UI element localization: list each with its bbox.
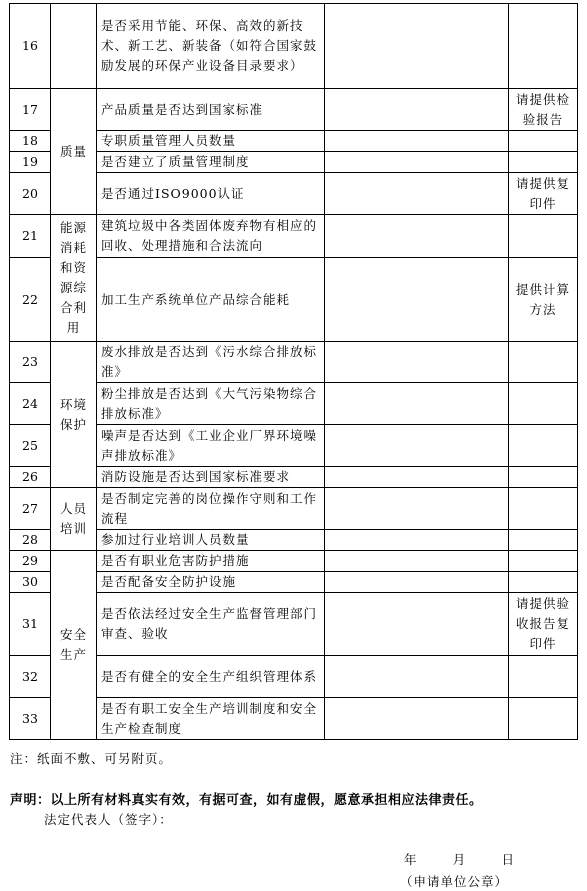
item-description: 废水排放是否达到《污水综合排放标准》 [97,342,325,383]
day-label: 日 [501,852,514,867]
answer-cell[interactable] [325,467,509,488]
answer-cell[interactable] [325,593,509,656]
remark-cell: 请提供验收报告复印件 [509,593,578,656]
answer-cell[interactable] [325,173,509,215]
remark-cell [509,131,578,152]
answer-cell[interactable] [325,698,509,740]
row-number: 28 [10,530,51,551]
answer-cell[interactable] [325,4,509,89]
remark-cell [509,551,578,572]
answer-cell[interactable] [325,342,509,383]
item-description: 噪声是否达到《工业企业厂界环境噪声排放标准》 [97,425,325,467]
answer-cell[interactable] [325,488,509,530]
remark-cell: 请提供复印件 [509,173,578,215]
category-training: 人员培训 [51,488,97,551]
item-description: 参加过行业培训人员数量 [97,530,325,551]
row-number: 17 [10,89,51,131]
item-description: 是否依法经过安全生产监督管理部门审查、验收 [97,593,325,656]
remark-cell [509,656,578,698]
row-number: 21 [10,215,51,258]
answer-cell[interactable] [325,152,509,173]
answer-cell[interactable] [325,656,509,698]
row-number: 31 [10,593,51,656]
row-number: 22 [10,258,51,342]
remark-cell [509,342,578,383]
item-description: 是否制定完善的岗位操作守则和工作流程 [97,488,325,530]
legal-representative-signature-label: 法定代表人（签字）： [44,812,173,827]
row-number: 32 [10,656,51,698]
table-row [10,215,578,258]
declaration-statement: 声明：以上所有材料真实有效，有据可查，如有虚假，愿意承担相应法律责任。 [10,793,483,808]
category-energy: 能源消耗和资源综合利用 [51,215,97,342]
row-number: 26 [10,467,51,488]
remark-cell [509,530,578,551]
year-label: 年 [404,852,417,867]
table-row [10,488,578,530]
table-row [10,342,578,383]
row-number: 20 [10,173,51,215]
item-description: 是否有健全的安全生产组织管理体系 [97,656,325,698]
remark-cell [509,488,578,530]
remark-cell [509,215,578,258]
answer-cell[interactable] [325,572,509,593]
row-number: 25 [10,425,51,467]
row-number: 24 [10,383,51,425]
item-description: 加工生产系统单位产品综合能耗 [97,258,325,342]
answer-cell[interactable] [325,215,509,258]
remark-cell: 提供计算方法 [509,258,578,342]
item-description: 专职质量管理人员数量 [97,131,325,152]
seal-label: （申请单位公章） [400,874,509,889]
answer-cell[interactable] [325,530,509,551]
month-label: 月 [452,852,466,867]
table-row [10,89,578,131]
category-safety: 安全生产 [51,551,97,740]
row-number: 19 [10,152,51,173]
item-description: 是否配备安全防护设施 [97,572,325,593]
item-description: 是否采用节能、环保、高效的新技术、新工艺、新装备（如符合国家鼓励发展的环保产业设备目录要求） [97,4,325,89]
item-description: 消防设施是否达到国家标准要求 [97,467,325,488]
remark-cell [509,152,578,173]
answer-cell[interactable] [325,383,509,425]
category-environment: 环境保护 [51,342,97,488]
item-description: 产品质量是否达到国家标准 [97,89,325,131]
remark-cell [509,572,578,593]
row-number: 16 [10,4,51,89]
answer-cell[interactable] [325,131,509,152]
row-number: 23 [10,342,51,383]
table-row [10,551,578,572]
footnote: 注：纸面不敷、可另附页。 [10,751,173,766]
category-quality: 质量 [51,89,97,215]
row-number: 30 [10,572,51,593]
row-number: 29 [10,551,51,572]
item-description: 是否通过ISO9000认证 [97,173,325,215]
row-number: 18 [10,131,51,152]
date-line [404,850,514,868]
item-description: 是否有职业危害防护措施 [97,551,325,572]
row-number: 27 [10,488,51,530]
answer-cell[interactable] [325,551,509,572]
evaluation-form-table [9,3,578,740]
remark-cell [509,698,578,740]
remark-cell [509,4,578,89]
category-cell-empty [51,4,97,89]
remark-cell [509,467,578,488]
remark-cell [509,383,578,425]
item-description: 是否建立了质量管理制度 [97,152,325,173]
table-row [10,4,578,89]
remark-cell: 请提供检验报告 [509,89,578,131]
item-description: 建筑垃圾中各类固体废弃物有相应的回收、处理措施和合法流向 [97,215,325,258]
item-description: 是否有职工安全生产培训制度和安全生产检查制度 [97,698,325,740]
item-description: 粉尘排放是否达到《大气污染物综合排放标准》 [97,383,325,425]
answer-cell[interactable] [325,425,509,467]
answer-cell[interactable] [325,89,509,131]
remark-cell [509,425,578,467]
row-number: 33 [10,698,51,740]
answer-cell[interactable] [325,258,509,342]
